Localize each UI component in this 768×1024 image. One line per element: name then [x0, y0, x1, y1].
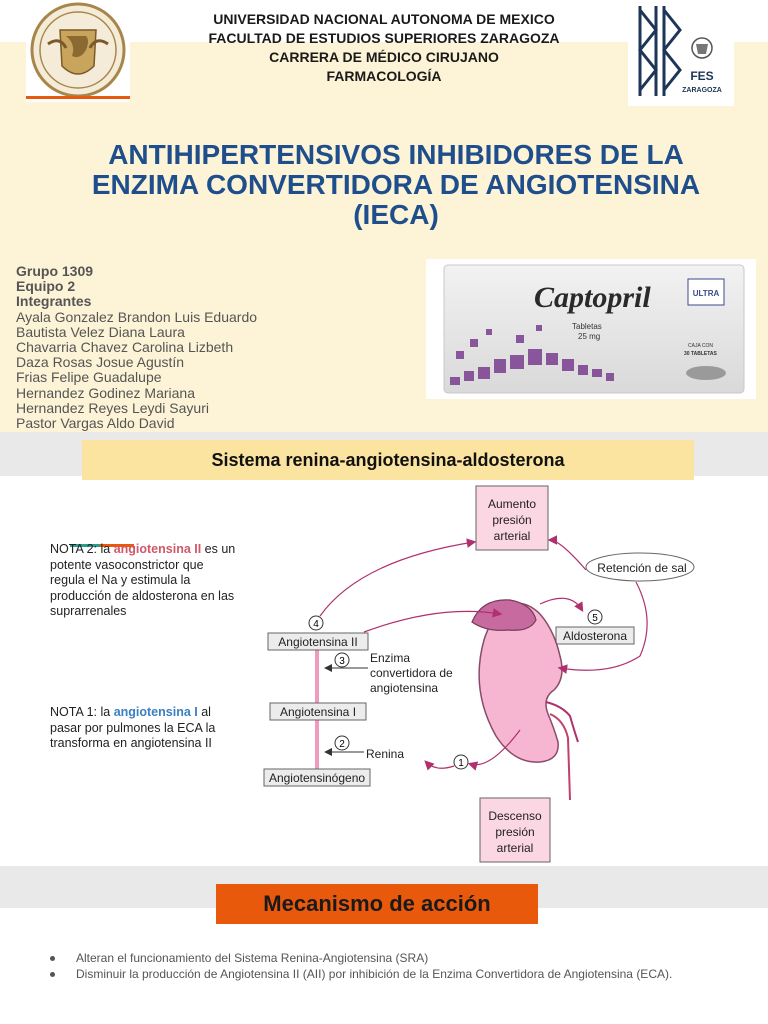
aumento-line2: presión	[492, 513, 532, 527]
retencion-label: Retención de sal	[597, 561, 687, 575]
note2-text: es un potente vasoconstrictor que regula el Na y estimula la producción de aldosterona en las suprarrenales	[50, 542, 236, 619]
product-pack-line1: CAJA CON	[688, 343, 714, 349]
mechanism-title: Mecanismo de acción	[216, 884, 538, 924]
note1-highlight: angiotensina I	[113, 705, 198, 719]
member-item: Bautista Velez Diana Laura	[16, 323, 185, 340]
member-item: Hernandez Godinez Mariana	[16, 384, 195, 401]
header-line-subject: FARMACOLOGÍA	[326, 68, 442, 84]
step-5-label: 5	[592, 613, 598, 624]
angiotensina-ii-label: Angiotensina II	[278, 635, 358, 649]
aumento-line1: Aumento	[487, 497, 537, 511]
sra-section-title: Sistema renina-angiotensina-aldosterona	[82, 440, 694, 480]
note-accent-bar	[70, 534, 134, 537]
header-line-faculty: FACULTAD DE ESTUDIOS SUPERIORES ZARAGOZA	[208, 30, 560, 46]
product-pack-line2: 30 TABLETAS	[684, 351, 717, 357]
product-brand: ULTRA	[692, 289, 720, 298]
step-3-label: 3	[339, 656, 345, 667]
note2-prefix: NOTA 2: la	[50, 542, 114, 556]
product-form: Tabletas	[572, 322, 602, 331]
fes-logo-text: FES	[690, 69, 714, 83]
members-label: Integrantes	[16, 293, 92, 310]
page-title	[40, 140, 752, 230]
enzima-line3: angiotensina	[370, 681, 439, 695]
product-name: Captopril	[534, 281, 651, 314]
step-4-label: 4	[313, 619, 319, 630]
note1-prefix: NOTA 1: la	[50, 705, 114, 719]
angiotensina-i-label: Angiotensina I	[279, 705, 357, 719]
header-line-career: CARRERA DE MÉDICO CIRUJANO	[269, 49, 499, 65]
aumento-line3: arterial	[493, 529, 531, 543]
group-label: Grupo 1309	[16, 263, 94, 279]
fes-logo-subtext: ZARAGOZA	[682, 87, 722, 94]
header-line-university: UNIVERSIDAD NACIONAL AUTONOMA DE MEXICO	[213, 11, 555, 27]
title-line-1: ANTIHIPERTENSIVOS INHIBIDORES DE LA	[108, 139, 684, 170]
member-item: Frias Felipe Guadalupe	[16, 369, 162, 386]
list-item: Disminuir la producción de Angiotensina II (AII) por inhibición de la Enzima Convertidora de Angiotensina (ECA).	[50, 966, 750, 982]
note1-text: al pasar por pulmones la ECA la transforma en angiotensina II	[50, 705, 216, 751]
member-item: Daza Rosas Josue Agustín	[16, 354, 185, 371]
enzima-line1: Enzima	[370, 651, 411, 665]
renina-label: Renina	[366, 747, 405, 761]
note2-highlight: angiotensina II	[113, 542, 202, 556]
step-1-label: 1	[458, 758, 464, 769]
unam-seal-logo	[26, 0, 130, 102]
angiotensinogeno-label: Angiotensinógeno	[268, 771, 366, 785]
university-header	[160, 10, 608, 86]
aldosterona-label: Aldosterona	[562, 629, 628, 643]
note-2	[50, 542, 240, 620]
team-info	[16, 264, 396, 431]
captopril-box-image	[426, 259, 756, 399]
note-1	[50, 705, 240, 752]
list-item: Alteran el funcionamiento del Sistema Renina-Angiotensina (SRA)	[50, 950, 750, 966]
enzima-line2: convertidora de	[370, 666, 453, 680]
fes-zaragoza-logo	[628, 0, 734, 106]
member-item: Ayala Gonzalez Brandon Luis Eduardo	[16, 308, 258, 325]
title-line-3: (IECA)	[353, 199, 439, 230]
step-2-label: 2	[339, 739, 345, 750]
descenso-line2: presión	[495, 825, 535, 839]
descenso-line1: Descenso	[488, 809, 542, 823]
member-item: Chavarria Chavez Carolina Lizbeth	[16, 339, 234, 356]
product-dose: 25 mg	[578, 332, 601, 341]
team-label: Equipo 2	[16, 278, 76, 295]
mechanism-list	[50, 950, 750, 982]
descenso-line3: arterial	[496, 841, 534, 855]
title-line-2: ENZIMA CONVERTIDORA DE ANGIOTENSINA	[91, 169, 701, 200]
member-item: Hernandez Reyes Leydi Sayuri	[16, 399, 209, 416]
member-item: Pastor Vargas Aldo David	[16, 415, 175, 432]
raas-diagram	[260, 480, 700, 865]
